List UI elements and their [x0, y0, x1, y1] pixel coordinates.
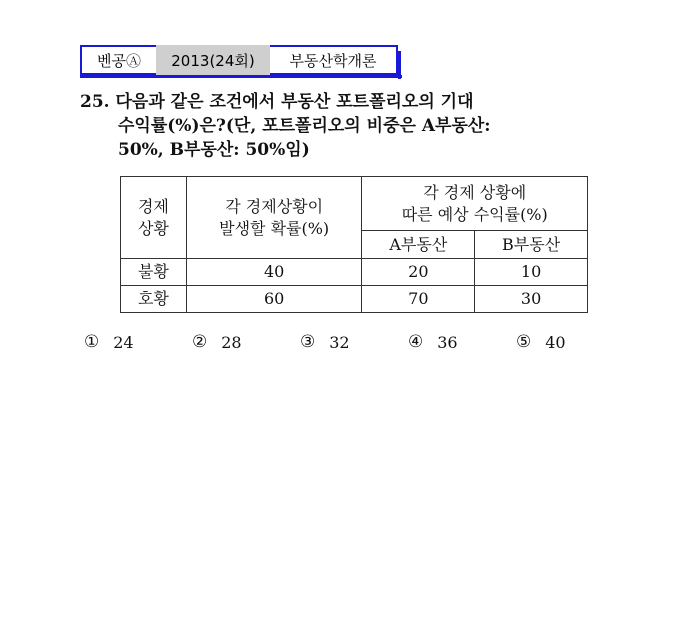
option-number: ④: [408, 332, 424, 352]
cell-situation: 불황: [121, 259, 187, 286]
option-1[interactable]: [84, 332, 192, 352]
header-text: 각 경제상황이: [225, 196, 324, 216]
cell-probability: 60: [186, 286, 362, 313]
header-a: A부동산: [362, 231, 475, 259]
header-underline: [80, 75, 402, 78]
header-text: 따른 예상 수익률(%): [401, 204, 548, 224]
header-text: 상황: [137, 218, 169, 238]
answer-options: [84, 332, 624, 352]
header-expected-return: [362, 177, 588, 231]
option-5[interactable]: [516, 332, 624, 352]
header-text: 발생할 확률(%): [219, 218, 330, 238]
header-situation: [121, 177, 187, 259]
tab-subject: 부동산학개론: [270, 45, 398, 75]
option-value: 24: [113, 332, 134, 352]
option-number: ③: [300, 332, 316, 352]
cell-b: 30: [475, 286, 588, 313]
table-row: [121, 286, 588, 313]
option-value: 36: [437, 332, 458, 352]
option-3[interactable]: [300, 332, 408, 352]
table-row: [121, 259, 588, 286]
header-tabs: [80, 45, 398, 75]
question-text: [80, 90, 600, 162]
option-2[interactable]: [192, 332, 300, 352]
option-number: ⑤: [516, 332, 532, 352]
option-value: 40: [545, 332, 566, 352]
header-probability: [186, 177, 362, 259]
header-text: 경제: [137, 196, 169, 216]
tab-exam-source: 벤공Ⓐ: [80, 45, 156, 75]
header-text: 각 경제 상황에: [423, 182, 527, 202]
cell-a: 20: [362, 259, 475, 286]
question-line: 25. 다음과 같은 조건에서 부동산 포트폴리오의 기대: [80, 92, 474, 112]
option-number: ①: [84, 332, 100, 352]
cell-situation: 호황: [121, 286, 187, 313]
cell-probability: 40: [186, 259, 362, 286]
cell-a: 70: [362, 286, 475, 313]
option-value: 28: [221, 332, 242, 352]
tab-exam-year: 2013(24회): [156, 45, 270, 75]
question-line: 수익률(%)은?(단, 포트폴리오의 비중은 A부동산:: [118, 116, 491, 136]
option-4[interactable]: [408, 332, 516, 352]
option-number: ②: [192, 332, 208, 352]
option-value: 32: [329, 332, 350, 352]
question-line: 50%, B부동산: 50%임): [118, 140, 310, 160]
header-b: B부동산: [475, 231, 588, 259]
cell-b: 10: [475, 259, 588, 286]
return-table: [120, 176, 588, 313]
